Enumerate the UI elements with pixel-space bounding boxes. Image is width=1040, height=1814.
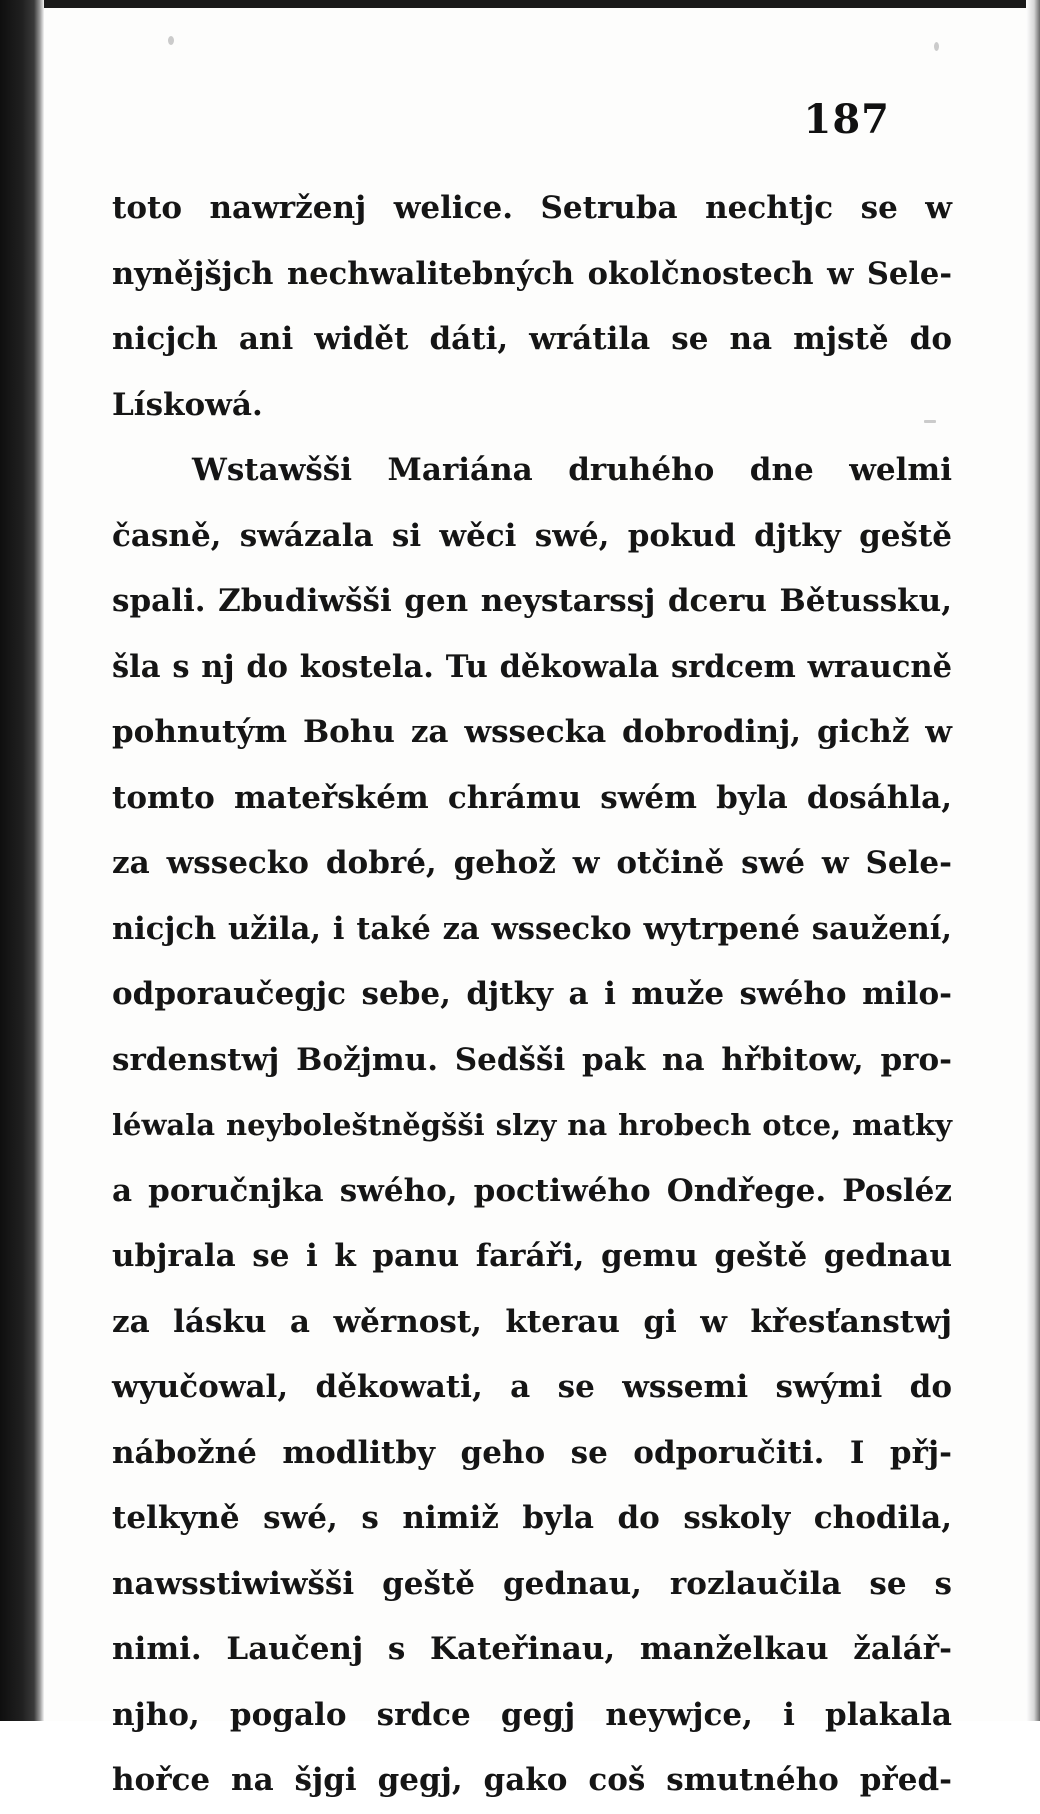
text-line: nimi. Laučenj s Kateřinau, manželkau žalář- — [112, 1631, 952, 1667]
text-line: telkyně swé, s nimiž byla do sskoly chodila, — [112, 1500, 952, 1536]
text-line: nicjch ani widět dáti, wrátila se na mjstě do — [112, 321, 952, 357]
body-text — [112, 176, 952, 1814]
text-line: Wstawšši Mariána druhého dne welmi — [192, 452, 952, 488]
text-line: srdenstwj Božjmu. Sedšši pak na hřbitow, pro- — [112, 1041, 952, 1078]
text-line: odporaučegjc sebe, djtky a i muže swého milo- — [112, 976, 952, 1012]
text-line: spali. Zbudiwšši gen neystarssj dceru Bětussku, — [112, 583, 952, 619]
text-line: hořce na šjgi gegj, gako coš smutného před- — [112, 1762, 952, 1798]
text-line: nawsstiwiwšši geště gednau, rozlaučila se s — [112, 1565, 952, 1602]
text-line: za wssecko dobré, gehož w otčině swé w Sele- — [112, 845, 952, 881]
text-line: pohnutým Bohu za wssecka dobrodinj, gichž w — [112, 714, 952, 750]
text-line: léwala neyboleštněgšši slzy na hrobech otce, matky — [112, 1108, 952, 1142]
scan-border-left — [0, 0, 44, 1721]
paper-speck — [934, 42, 939, 51]
scan-border-right — [1026, 0, 1040, 1721]
scan-border-top — [0, 0, 1040, 8]
paper-speck — [168, 36, 174, 45]
page-number: 187 — [803, 96, 890, 143]
text-line: nábožné modlitby geho se odporučiti. I přj- — [112, 1434, 952, 1471]
text-line: Lískowá. — [112, 386, 263, 423]
book-page — [44, 8, 1026, 1798]
text-line: tomto mateřském chrámu swém byla dosáhla, — [112, 779, 952, 816]
text-line: wyučowal, děkowati, a se wssemi swými do — [112, 1369, 952, 1405]
text-line: ubjrala se i k panu faráři, gemu geště gednau — [112, 1238, 952, 1274]
text-line: šla s nj do kostela. Tu děkowala srdcem wraucně — [112, 648, 952, 685]
text-line: nynějšjch nechwalitebných okolčnostech w Sele- — [112, 255, 952, 292]
text-line: toto nawrženj welice. Setruba nechtjc se w — [112, 190, 952, 226]
text-line: časně, swázala si wěci swé, pokud djtky geště — [112, 517, 952, 554]
text-line: za lásku a wěrnost, kterau gi w křesťanstwj — [112, 1303, 952, 1340]
text-line: njho, pogalo srdce gegj neywjce, i plakala — [112, 1696, 952, 1733]
text-line: a poručnjka swého, poctiwého Ondřege. Posléz — [112, 1172, 952, 1209]
text-line: nicjch užila, i také za wssecko wytrpené saužení, — [112, 910, 952, 947]
